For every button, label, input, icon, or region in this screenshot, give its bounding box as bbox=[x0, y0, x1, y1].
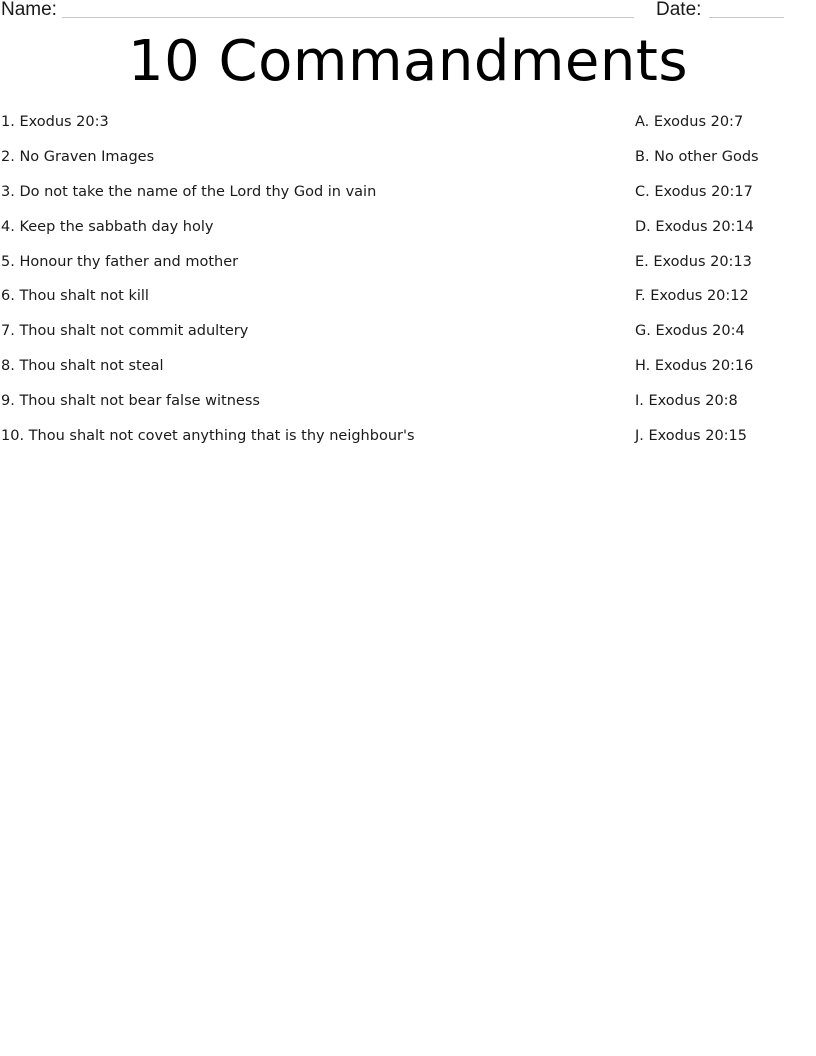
answer-item: G. Exodus 20:4 bbox=[635, 323, 745, 340]
answer-item: A. Exodus 20:7 bbox=[635, 114, 744, 130]
answer-item: H. Exodus 20:16 bbox=[635, 358, 754, 375]
question-item: 10. Thou shalt not covet anything that is thy neighbour's bbox=[1, 428, 415, 445]
question-item: 9. Thou shalt not bear false witness bbox=[1, 393, 260, 410]
answer-item: J. Exodus 20:15 bbox=[635, 428, 748, 445]
question-item: 1. Exodus 20:3 bbox=[1, 114, 109, 130]
question-item: 5. Honour thy father and mother bbox=[1, 253, 239, 270]
answer-list bbox=[635, 111, 813, 460]
question-item: 6. Thou shalt not kill bbox=[1, 288, 149, 305]
date-blank-line[interactable] bbox=[709, 17, 784, 18]
answer-item: D. Exodus 20:14 bbox=[635, 218, 754, 235]
page-title: 10 Commandments bbox=[127, 29, 688, 94]
answer-item: F. Exodus 20:12 bbox=[635, 288, 749, 305]
question-item: 2. No Graven Images bbox=[1, 148, 155, 165]
question-item: 8. Thou shalt not steal bbox=[1, 358, 164, 375]
worksheet-header bbox=[0, 0, 816, 26]
answer-item: I. Exodus 20:8 bbox=[635, 393, 738, 410]
date-label: Date: bbox=[656, 0, 702, 20]
answer-item: E. Exodus 20:13 bbox=[635, 253, 752, 270]
name-label: Name: bbox=[1, 0, 57, 20]
question-item: 4. Keep the sabbath day holy bbox=[1, 218, 214, 235]
name-blank-line[interactable] bbox=[62, 17, 634, 18]
answer-item: B. No other Gods bbox=[635, 148, 759, 165]
question-item: 3. Do not take the name of the Lord thy God in vain bbox=[1, 183, 377, 200]
question-list bbox=[1, 111, 601, 460]
question-item: 7. Thou shalt not commit adultery bbox=[1, 323, 249, 340]
answer-item: C. Exodus 20:17 bbox=[635, 183, 753, 200]
